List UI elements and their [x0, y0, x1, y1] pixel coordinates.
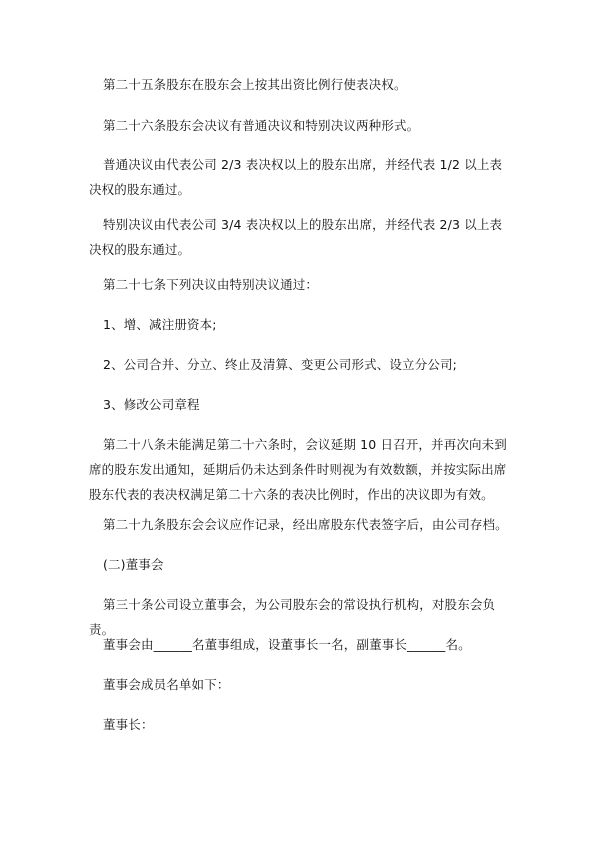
list-item-articles: 3、修改公司章程: [103, 397, 200, 412]
paragraph-ordinary-resolution: 普通决议由代表公司 2/3 表决权以上的股东出席，并经代表 1/2 以上表决权的股东通过。: [89, 157, 503, 197]
paragraph-article-29: 第二十九条股东会会议应作记录，经出席股东代表签字后，由公司存档。: [103, 517, 508, 532]
paragraph-article-28: 第二十八条未能满足第二十六条时，会议延期 10 日召开，并再次向未到席的股东发出通知，延期后仍未达到条件时则视为有效数额，并按实际出席股东代表的表决权满足第二十六条的表决比例时，作出的决议即为有效。: [89, 437, 507, 502]
paragraph-article-25: 第二十五条股东在股东会上按其出资比例行使表决权。: [103, 77, 407, 92]
paragraph-article-26: 第二十六条股东会决议有普通决议和特别决议两种形式。: [103, 118, 420, 133]
paragraph-chairman: 董事长：: [103, 717, 154, 732]
paragraph-board-composition: 董事会由______名董事组成，设董事长一名，副董事长______名。: [103, 637, 471, 652]
paragraph-article-30: 第三十条公司设立董事会，为公司股东会的常设执行机构，对股东会负责。: [89, 597, 496, 637]
paragraph-board-members: 董事会成员名单如下：: [103, 677, 230, 692]
paragraph-special-resolution: 特别决议由代表公司 3/4 表决权以上的股东出席，并经代表 2/3 以上表决权的股东通过。: [89, 217, 503, 257]
list-item-capital: 1、增、减注册资本;: [103, 317, 217, 332]
section-heading-board: (二)董事会: [103, 557, 164, 572]
paragraph-article-27: 第二十七条下列决议由特别决议通过：: [103, 277, 319, 292]
list-item-merger: 2、公司合并、分立、终止及清算、变更公司形式、设立分公司;: [103, 357, 458, 372]
